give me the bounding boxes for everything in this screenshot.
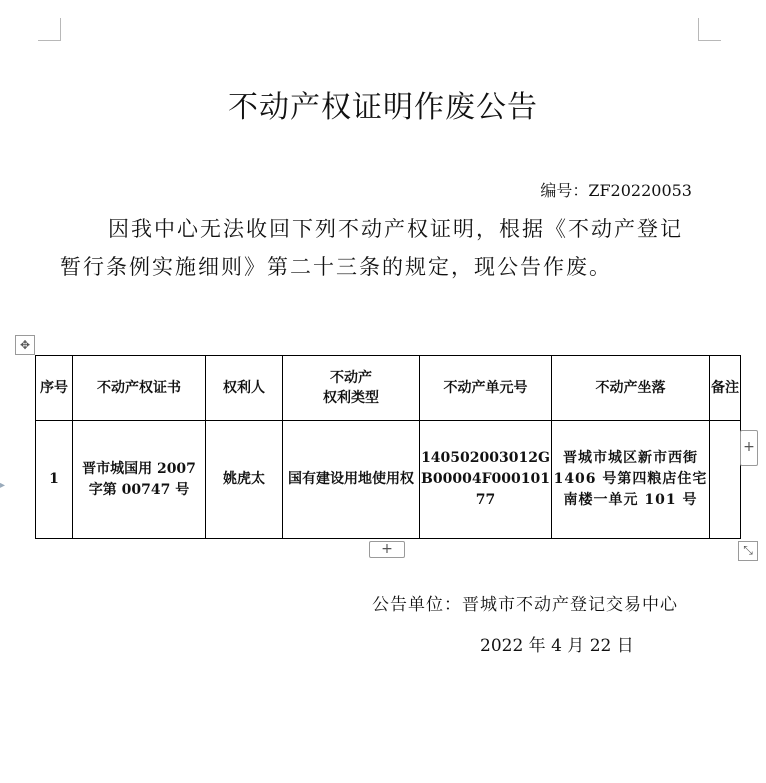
add-row-button[interactable] <box>369 541 405 558</box>
table-row <box>36 421 741 539</box>
cell-cert: 晋市城国用 2007 字第 00747 号 <box>73 421 206 539</box>
cell-seq: 1 <box>36 421 73 539</box>
issue-date: 2022 年 4 月 22 日 <box>480 636 634 656</box>
resize-icon: ⤡ <box>743 543 753 557</box>
certificate-table <box>35 355 741 539</box>
header-seq: 序号 <box>36 356 73 421</box>
cell-location: 晋城市城区新市西街 1406 号第四粮店住宅南楼一单元 101 号 <box>552 421 710 539</box>
header-right-type-line2: 权利类型 <box>323 390 379 406</box>
table-move-handle[interactable] <box>15 335 35 355</box>
page-title: 不动产权证明作废公告 <box>228 90 538 125</box>
header-remark: 备注 <box>710 356 741 421</box>
body-paragraph: 因我中心无法收回下列不动产权证明，根据《不动产登记暂行条例实施细则》第二十三条的规定，现公告作废。 <box>60 217 683 279</box>
header-right-type <box>283 356 420 421</box>
table-resize-handle[interactable] <box>738 541 758 561</box>
move-icon: ✥ <box>19 338 31 352</box>
document-number: 编号：ZF20220053 <box>540 181 692 200</box>
add-column-button[interactable] <box>740 430 758 466</box>
paragraph-marker-icon: ▸ <box>0 480 6 491</box>
header-right-type-line1: 不动产 <box>330 370 372 386</box>
header-holder: 权利人 <box>206 356 283 421</box>
header-cert: 不动产权证书 <box>73 356 206 421</box>
issuer-line: 公告单位：晋城市不动产登记交易中心 <box>372 595 678 615</box>
cell-unit-no: 140502003012GB00004F00010177 <box>420 421 552 539</box>
cell-holder: 姚虎太 <box>206 421 283 539</box>
table-header-row <box>36 356 741 421</box>
crop-mark-top-left <box>38 18 61 41</box>
cell-right-type: 国有建设用地使用权 <box>283 421 420 539</box>
crop-mark-top-right <box>698 18 721 41</box>
header-unit-no: 不动产单元号 <box>420 356 552 421</box>
plus-icon: + <box>743 439 755 455</box>
header-location: 不动产坐落 <box>552 356 710 421</box>
cell-remark <box>710 421 741 539</box>
plus-icon: + <box>381 541 393 557</box>
